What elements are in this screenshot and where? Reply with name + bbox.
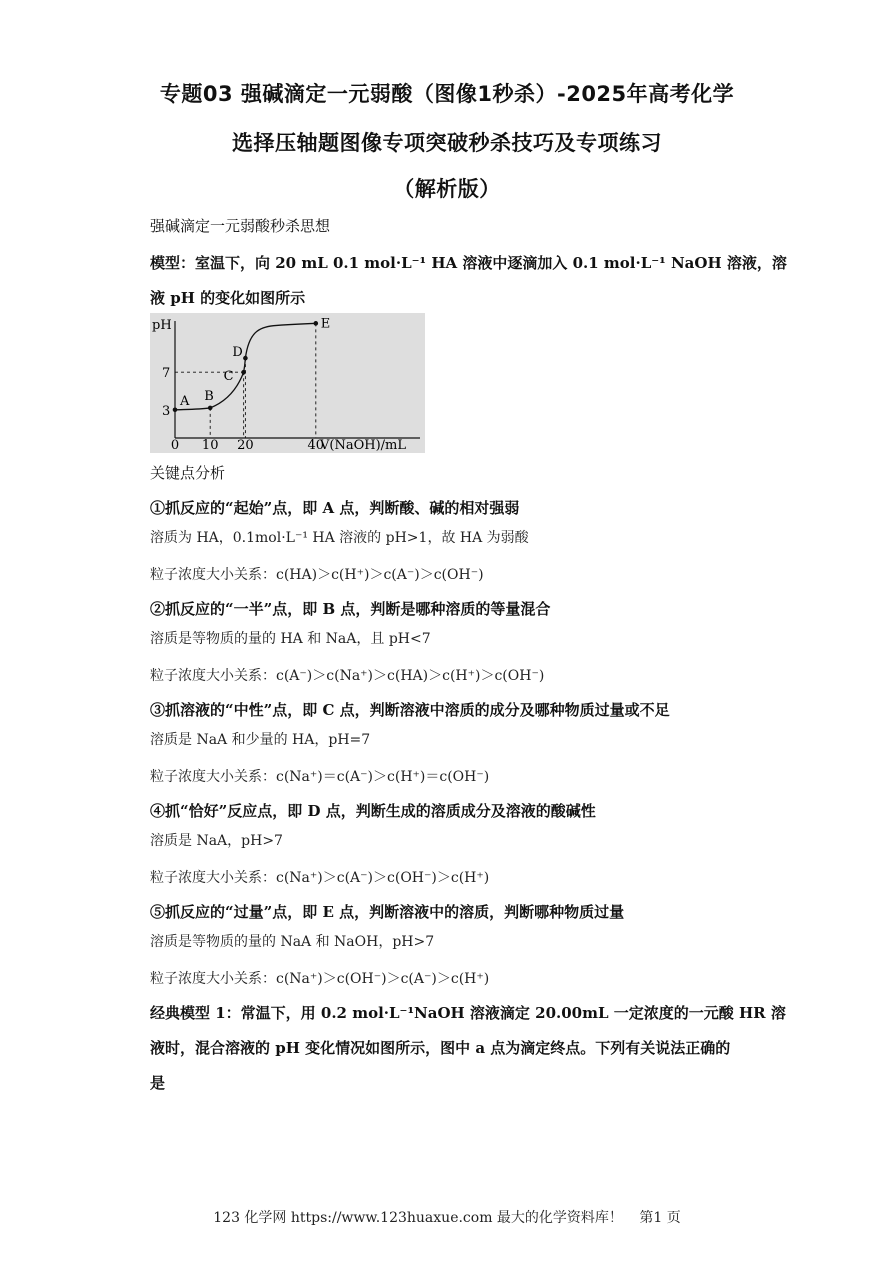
point-1-relation	[150, 564, 750, 584]
point-label-b: B	[204, 388, 214, 404]
y-axis-label: pH	[152, 318, 172, 333]
y-tick-3: 3	[162, 403, 171, 419]
titration-chart-svg	[150, 313, 425, 453]
point-2-desc: 溶质是等物质的量的 HA 和 NaA，且 pH<7	[150, 631, 431, 647]
point-c	[241, 370, 246, 375]
point-2-heading: ②抓反应的“一半”点，即 B 点，判断是哪种溶质的等量混合	[150, 600, 551, 618]
relation-label: 粒子浓度大小关系：	[150, 668, 276, 684]
example-line1: 经典模型 1：常温下，用 0.2 mol·L⁻¹NaOH 溶液滴定 20.00mL 一定浓度的一元酸 HR 溶	[150, 1004, 786, 1022]
point-2-relation	[150, 665, 750, 685]
example-line2: 液时，混合溶液的 pH 变化情况如图所示，图中 a 点为滴定终点。下列有关说法正确的	[150, 1039, 731, 1057]
point-label-c: C	[223, 369, 234, 385]
point-4-relation	[150, 867, 750, 887]
key-points-heading: 关键点分析	[150, 464, 226, 482]
footer-site: 123 化学网 https://www.123huaxue.com 最大的化学资料库！	[213, 1210, 623, 1226]
point-1-heading: ①抓反应的“起始”点，即 A 点，判断酸、碱的相对强弱	[150, 499, 520, 517]
point-4-heading: ④抓“恰好”反应点，即 D 点，判断生成的溶质成分及溶液的酸碱性	[150, 802, 596, 820]
relation-formula: c(Na⁺)＝c(A⁻)＞c(H⁺)＝c(OH⁻)	[276, 769, 490, 785]
relation-formula: c(Na⁺)＞c(A⁻)＞c(OH⁻)＞c(H⁺)	[276, 870, 490, 886]
x-tick-20: 20	[237, 438, 254, 453]
relation-label: 粒子浓度大小关系：	[150, 769, 276, 785]
point-d	[243, 356, 248, 361]
point-e	[314, 321, 319, 326]
relation-label: 粒子浓度大小关系：	[150, 567, 276, 583]
point-label-e: E	[320, 316, 331, 332]
point-label-a: A	[180, 393, 190, 409]
point-3-relation	[150, 766, 750, 786]
doc-title-line1: 专题03 强碱滴定一元弱酸（图像1秒杀）-2025年高考化学	[159, 82, 735, 106]
point-4-desc: 溶质是 NaA，pH>7	[150, 833, 283, 849]
footer-page-number: 第1 页	[639, 1210, 681, 1226]
x-axis-label: V(NaOH)/mL	[320, 438, 406, 453]
point-5-desc: 溶质是等物质的量的 NaA 和 NaOH，pH>7	[150, 934, 435, 950]
section-heading: 强碱滴定一元弱酸秒杀思想	[150, 217, 331, 235]
point-5-heading: ⑤抓反应的“过量”点，即 E 点，判断溶液中的溶质，判断哪种物质过量	[150, 903, 625, 921]
relation-label: 粒子浓度大小关系：	[150, 971, 276, 987]
x-tick-40: 40	[307, 438, 325, 453]
relation-label: 粒子浓度大小关系：	[150, 870, 276, 886]
example-line3: 是	[150, 1074, 166, 1092]
x-tick-0: 0	[170, 438, 180, 453]
point-a	[173, 408, 178, 413]
relation-formula: c(HA)＞c(H⁺)＞c(A⁻)＞c(OH⁻)	[276, 567, 484, 583]
page-footer	[0, 1207, 894, 1227]
point-5-relation	[150, 968, 750, 988]
model-line1: 模型：室温下，向 20 mL 0.1 mol·L⁻¹ HA 溶液中逐滴加入 0.1 mol·L⁻¹ NaOH 溶液，溶	[150, 254, 787, 272]
x-tick-10: 10	[201, 438, 219, 453]
guide-lines	[175, 323, 316, 438]
point-marks	[173, 316, 331, 412]
titration-chart	[150, 313, 425, 453]
model-line2: 液 pH 的变化如图所示	[150, 289, 306, 307]
point-label-d: D	[232, 345, 243, 361]
doc-title-line2: 选择压轴题图像专项突破秒杀技巧及专项练习	[232, 131, 662, 155]
point-1-desc: 溶质为 HA，0.1mol·L⁻¹ HA 溶液的 pH>1，故 HA 为弱酸	[150, 530, 529, 546]
doc-title-line3: （解析版）	[393, 177, 501, 201]
relation-formula: c(A⁻)＞c(Na⁺)＞c(HA)＞c(H⁺)＞c(OH⁻)	[276, 668, 545, 684]
point-3-heading: ③抓溶液的“中性”点，即 C 点，判断溶液中溶质的成分及哪种物质过量或不足	[150, 701, 670, 719]
relation-formula: c(Na⁺)＞c(OH⁻)＞c(A⁻)＞c(H⁺)	[276, 971, 490, 987]
point-3-desc: 溶质是 NaA 和少量的 HA，pH=7	[150, 732, 371, 748]
point-b	[208, 406, 213, 411]
y-tick-7: 7	[162, 366, 171, 382]
